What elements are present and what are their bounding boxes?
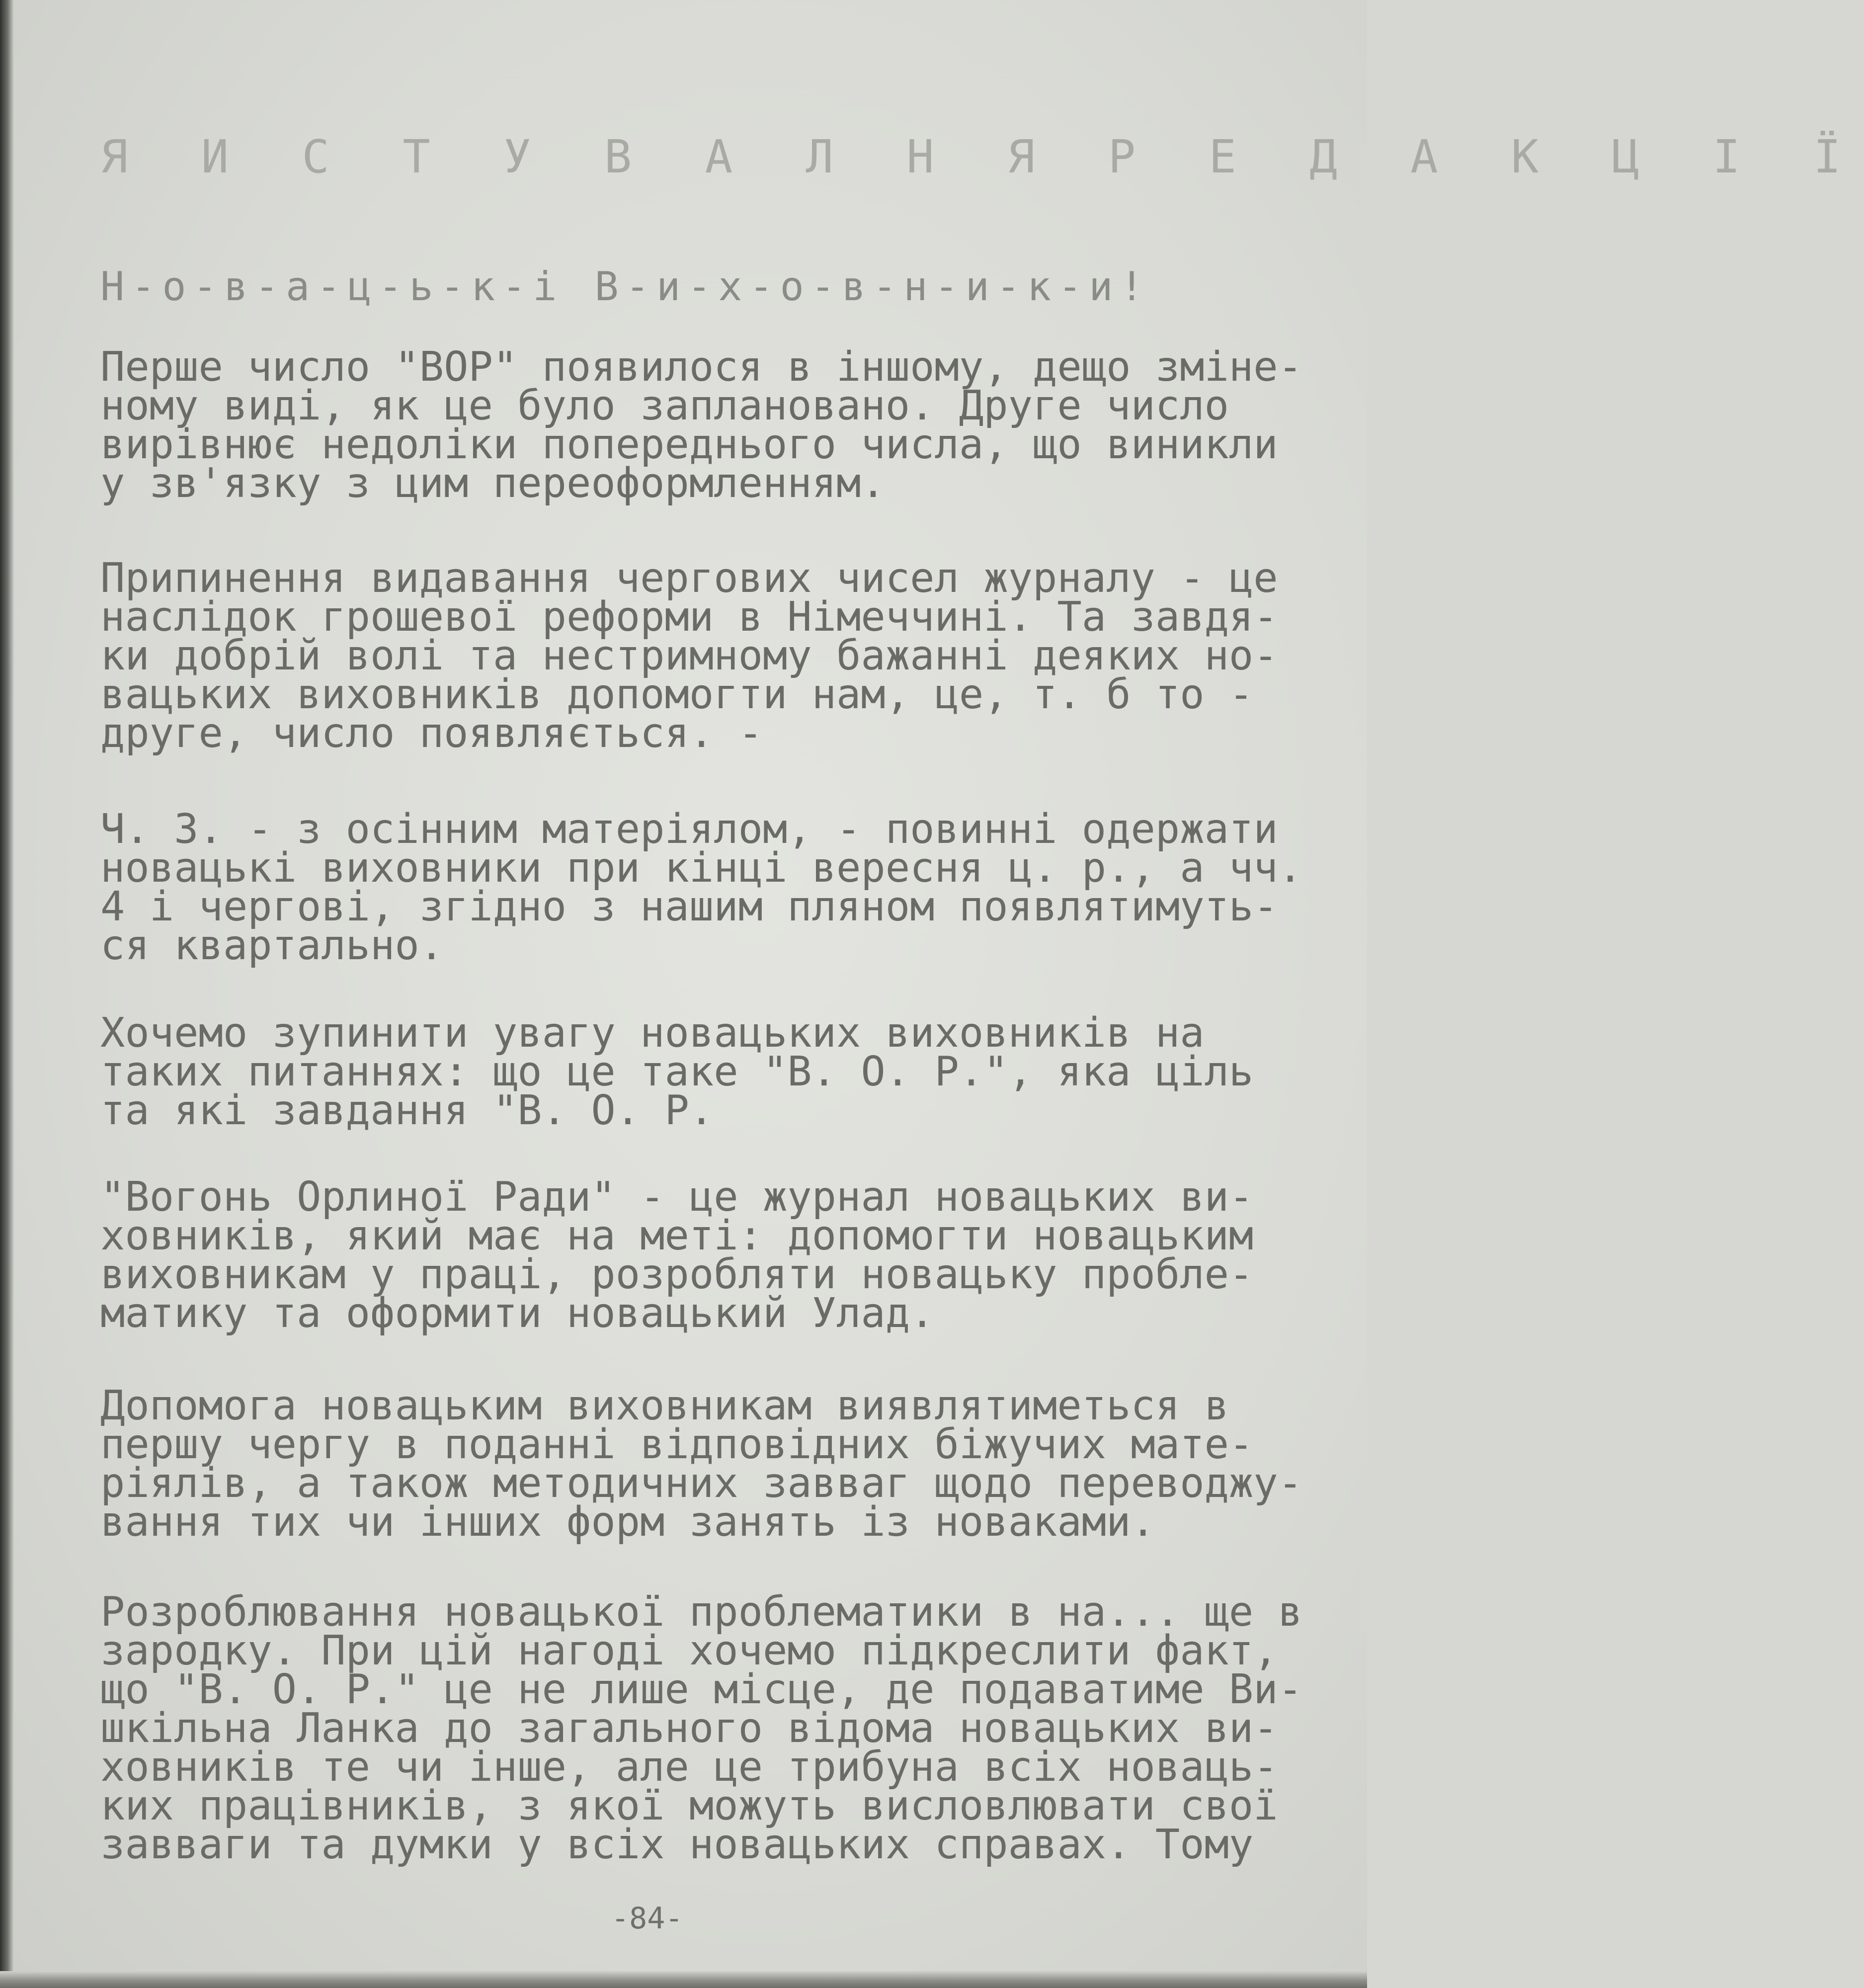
paragraph-1: Перше число "ВОР" появилося в іншому, дещо зміне- ному виді, як це було заплановано. Друге число вирівнює недоліки попереднього числа, що виникли у зв'язку з цим переоформленням. (100, 343, 1303, 507)
scan-edge-bottom (0, 1971, 1367, 1988)
paragraph-4: Хочемо зупинити увагу новацьких виховників на таких питаннях: що це таке "В. О. Р.", яка ціль та які завдання "В. О. Р. (100, 1009, 1254, 1134)
paragraph-3: Ч. 3. - з осінним матеріялом, - повинні одержати новацькі виховники при кінці вересня ц. р., а чч. 4 і чергові, згідно з нашим пляном появлятимуть- ся квартально. (100, 806, 1303, 969)
page-heading: Я И С Т У В А Л Н Я Р Е Д А К Ц І Ї (100, 130, 1864, 183)
paragraph-2: Припинення видавання чергових чисел журналу - це наслідок грошевої реформи в Німеччині. Та завдя- ки добрій волі та нестримному бажанні деяких но- вацьких виховників допомогти нам, це, т. б то - друге, число появляється. - (100, 555, 1278, 757)
paragraph-6: Допомога новацьким виховникам виявлятиметься в першу чергу в поданні відповідних біжучих мате- ріялів, а також методичних завваг щодо переводжу- вання тих чи інших форм занять із новаками. (100, 1382, 1303, 1546)
paragraph-5: "Вогонь Орлиної Ради" - це журнал новацьких ви- ховників, який має на меті: допомогти новацьким виховникам у праці, розробляти новацьку пробле- матику та оформити новацький Улад. (100, 1173, 1254, 1337)
scan-edge-left (0, 0, 14, 1988)
salutation: Н-о-в-а-ц-ь-к-і В-и-х-о-в-н-и-к-и! (100, 263, 1151, 310)
paragraph-7: Розроблювання новацької проблематики в на... ще в зародку. При цій нагоді хочемо підкреслити факт, що "В. О. Р." це не лише місце, де подаватиме Ви- шкільна Ланка до загального відома новацьких ви- ховників те чи інше, але це трибуна всіх новаць- ких працівників, з якої можуть висловлювати свої завваги та думки у всіх новацьких справах. Тому (100, 1588, 1303, 1868)
page-number: -84- (611, 1901, 683, 1936)
